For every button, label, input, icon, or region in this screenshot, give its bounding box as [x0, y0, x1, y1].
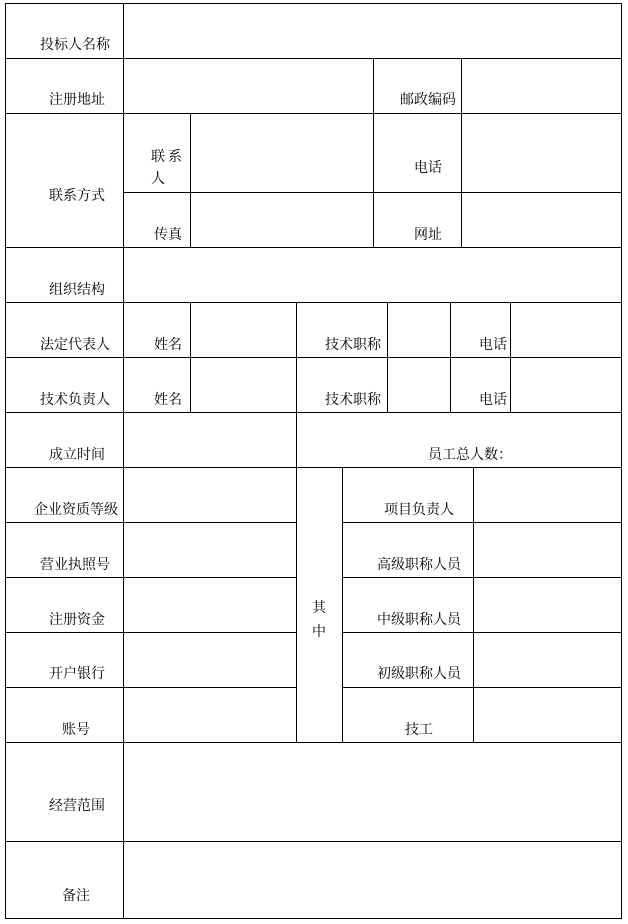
- legal-rep-phone-field[interactable]: [511, 303, 621, 357]
- legal-rep-title-label: 技术职称: [325, 337, 381, 353]
- tech-dir-title-label: 技术职称: [325, 392, 381, 408]
- postal-code-field[interactable]: [462, 59, 621, 113]
- legal-rep-name-label: 姓名: [154, 337, 182, 353]
- contact-person-field[interactable]: [191, 114, 373, 192]
- junior-title-field[interactable]: [474, 633, 621, 687]
- rule-right: [621, 3, 622, 919]
- opening-bank-label: 开户银行: [49, 666, 105, 682]
- postal-code-label: 邮政编码: [400, 92, 456, 108]
- total-employees-label: 员工总人数：: [428, 447, 512, 463]
- contact-method-label: 联系方式: [49, 188, 105, 204]
- business-scope-label: 经营范围: [49, 798, 105, 814]
- rule-postal-left: [373, 58, 374, 248]
- registered-address-field[interactable]: [124, 59, 373, 113]
- rule-row6: [5, 412, 622, 413]
- organization-structure-field[interactable]: [124, 248, 621, 302]
- enterprise-qualification-label: 企业资质等级: [34, 502, 118, 518]
- establishment-time-label: 成立时间: [49, 447, 105, 463]
- tech-dir-phone-field[interactable]: [511, 358, 621, 412]
- rule-person-phone: [450, 302, 451, 413]
- senior-title-field[interactable]: [474, 523, 621, 577]
- technician-label: 技工: [405, 722, 433, 738]
- tech-dir-name-field[interactable]: [191, 358, 296, 412]
- rule-bottom: [5, 918, 622, 919]
- fax-label: 传真: [154, 227, 182, 243]
- fax-field[interactable]: [191, 193, 373, 247]
- technical-director-label: 技术负责人: [40, 392, 110, 408]
- bidder-name-label: 投标人名称: [40, 37, 110, 53]
- technician-field[interactable]: [474, 688, 621, 742]
- contact-person-label: 联系人: [151, 149, 185, 187]
- website-field[interactable]: [462, 193, 621, 247]
- remarks-label: 备注: [62, 888, 90, 904]
- telephone-field[interactable]: [462, 114, 621, 192]
- account-number-label: 账号: [62, 722, 90, 738]
- legal-rep-title-field[interactable]: [388, 303, 450, 357]
- bidder-name-field[interactable]: [124, 4, 621, 58]
- remarks-field[interactable]: [124, 842, 621, 918]
- intermediate-title-field[interactable]: [474, 578, 621, 632]
- telephone-label: 电话: [414, 160, 442, 176]
- rule-left: [5, 3, 6, 919]
- junior-title-label: 初级职称人员: [377, 666, 461, 682]
- project-manager-field[interactable]: [474, 468, 621, 522]
- registered-capital-label: 注册资金: [49, 612, 105, 628]
- tech-dir-phone-label: 电话: [479, 392, 507, 408]
- establishment-time-field[interactable]: [124, 413, 296, 467]
- business-license-field[interactable]: [124, 523, 296, 577]
- organization-structure-label: 组织结构: [49, 282, 105, 298]
- business-license-label: 营业执照号: [40, 557, 110, 573]
- legal-rep-name-field[interactable]: [191, 303, 296, 357]
- enterprise-qualification-field[interactable]: [124, 468, 296, 522]
- tech-dir-name-label: 姓名: [154, 392, 182, 408]
- business-scope-field[interactable]: [124, 743, 621, 841]
- opening-bank-field[interactable]: [124, 633, 296, 687]
- account-number-field[interactable]: [124, 688, 296, 742]
- registered-capital-field[interactable]: [124, 578, 296, 632]
- registered-address-label: 注册地址: [49, 92, 105, 108]
- rule-person-title: [296, 302, 297, 743]
- legal-representative-label: 法定代表人: [40, 337, 110, 353]
- among-them-label: 其中: [312, 600, 334, 640]
- tech-dir-title-field[interactable]: [388, 358, 450, 412]
- legal-rep-phone-label: 电话: [479, 337, 507, 353]
- website-label: 网址: [414, 227, 442, 243]
- intermediate-title-label: 中级职称人员: [377, 612, 461, 628]
- senior-title-label: 高级职称人员: [377, 557, 461, 573]
- project-manager-label: 项目负责人: [384, 502, 454, 518]
